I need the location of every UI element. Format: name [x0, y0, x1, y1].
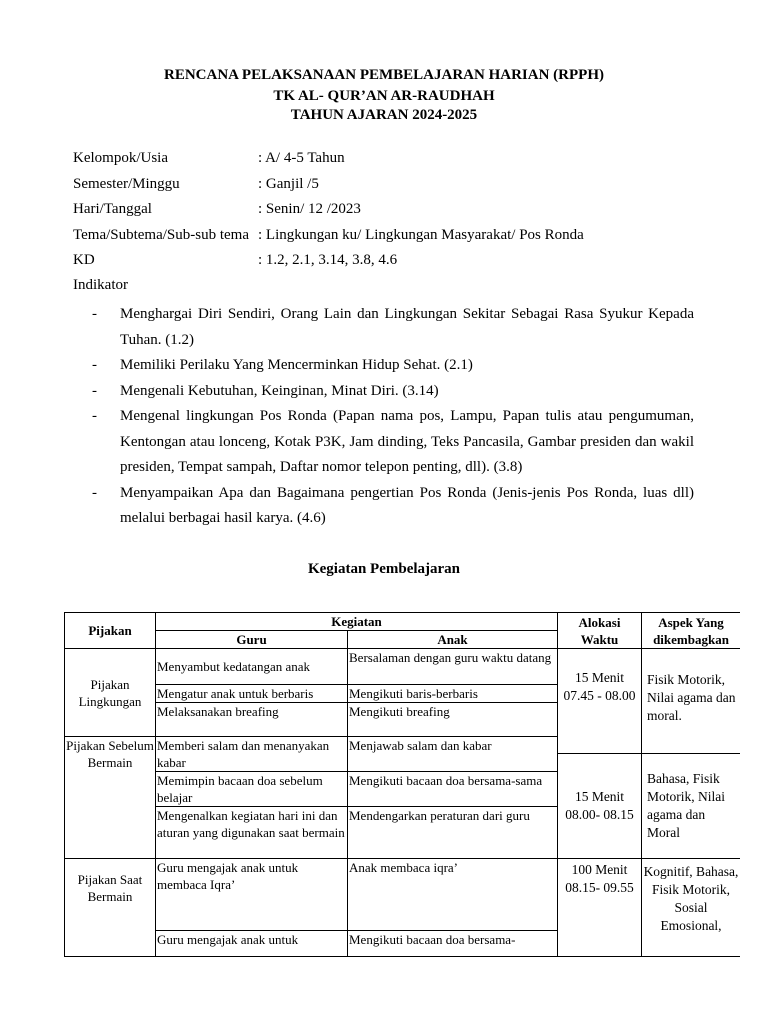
- guru-cell: Menyambut kedatangan anak: [156, 649, 348, 685]
- indikator-text: Memiliki Perilaku Yang Mencerminkan Hidup Sehat. (2.1): [120, 357, 473, 373]
- kegiatan-table: [64, 612, 740, 957]
- info-label: Hari/Tanggal: [73, 201, 152, 217]
- info-value: : Lingkungan ku/ Lingkungan Masyarakat/ Pos Ronda: [258, 227, 584, 243]
- info-value: : A/ 4-5 Tahun: [258, 150, 345, 166]
- bullet-dash: -: [92, 408, 97, 424]
- header-pijakan: Pijakan: [65, 613, 156, 649]
- waktu-cell: 15 Menit 08.00- 08.15: [558, 754, 642, 859]
- info-label: KD: [73, 252, 95, 268]
- aspek-cell: Bahasa, Fisik Motorik, Nilai agama dan Moral: [642, 754, 741, 859]
- section-title: Kegiatan Pembelajaran: [307, 561, 461, 577]
- anak-cell: Mengikuti baris-berbaris: [348, 685, 558, 703]
- indikator-item: [92, 379, 694, 405]
- info-value: : Senin/ 12 /2023: [258, 201, 361, 217]
- header-guru: Guru: [156, 631, 348, 649]
- header-aspek: Aspek Yang dikembagkan: [642, 613, 741, 649]
- waktu-cell: 100 Menit 08.15- 09.55: [558, 859, 642, 958]
- indikator-title: Indikator: [73, 277, 128, 293]
- info-label: Semester/Minggu: [73, 176, 180, 192]
- indikator-text: Menghargai Diri Sendiri, Orang Lain dan Lingkungan Sekitar Sebagai Rasa Syukur Kepada Tuhan. (1.2): [120, 306, 694, 348]
- bullet-dash: -: [92, 357, 97, 373]
- waktu-cell: 15 Menit 07.45 - 08.00: [558, 649, 642, 754]
- anak-cell: Bersalaman dengan guru waktu datang: [348, 649, 558, 685]
- info-label: Tema/Subtema/Sub-sub tema: [73, 227, 250, 243]
- anak-cell: Mengikuti breafing: [348, 703, 558, 737]
- anak-cell: Menjawab salam dan kabar: [348, 737, 558, 772]
- guru-cell: Mengatur anak untuk berbaris: [156, 685, 348, 703]
- info-value: : Ganjil /5: [258, 176, 319, 192]
- bullet-dash: -: [92, 306, 97, 322]
- guru-cell: Memimpin bacaan doa sebelum belajar: [156, 772, 348, 807]
- academic-year: TAHUN AJARAN 2024-2025: [290, 107, 478, 123]
- school-name: TK AL- QUR’AN AR-RAUDHAH: [273, 88, 495, 104]
- bullet-dash: -: [92, 382, 97, 399]
- kegiatan-table-wrap: [64, 612, 740, 957]
- indikator-item: [92, 353, 694, 379]
- header-alokasi: Alokasi Waktu: [558, 613, 642, 649]
- indikator-text: Menyampaikan Apa dan Bagaimana pengertian Pos Ronda (Jenis-jenis Pos Ronda, luas dll) melalui berbagai hasil karya. (4.6): [120, 484, 694, 526]
- info-label: Kelompok/Usia: [73, 150, 168, 166]
- anak-cell: Mengikuti bacaan doa bersama-sama: [348, 772, 558, 807]
- anak-cell: Mengikuti bacaan doa bersama-: [348, 931, 558, 958]
- aspek-cell: Fisik Motorik, Nilai agama dan moral.: [642, 649, 741, 754]
- group-sebelum: Pijakan Sebelum Bermain: [65, 737, 156, 859]
- guru-cell: Guru mengajak anak untuk: [156, 931, 348, 958]
- guru-cell: Guru mengajak anak untuk membaca Iqra’: [156, 859, 348, 931]
- indikator-item: [92, 481, 694, 532]
- guru-cell: Melaksanakan breafing: [156, 703, 348, 737]
- info-value: : 1.2, 2.1, 3.14, 3.8, 4.6: [258, 252, 398, 268]
- indikator-item: [92, 302, 694, 353]
- anak-cell: Mendengarkan peraturan dari guru: [348, 807, 558, 859]
- guru-cell: Memberi salam dan menanyakan kabar: [156, 737, 348, 772]
- aspek-cell: Kognitif, Bahasa, Fisik Motorik, Sosial Emosional,: [642, 859, 741, 958]
- indikator-item: [92, 404, 694, 481]
- group-lingkungan: Pijakan Lingkungan: [65, 649, 156, 737]
- header-kegiatan: Kegiatan: [156, 613, 558, 631]
- anak-cell: Anak membaca iqra’: [348, 859, 558, 931]
- header-anak: Anak: [348, 631, 558, 649]
- indikator-list: [92, 302, 694, 532]
- guru-cell: Mengenalkan kegiatan hari ini dan aturan yang digunakan saat bermain: [156, 807, 348, 859]
- indikator-text: Mengenali Kebutuhan, Keinginan, Minat Diri. (3.14): [120, 382, 439, 399]
- group-saat: Pijakan Saat Bermain: [65, 859, 156, 958]
- indikator-text: Mengenal lingkungan Pos Ronda (Papan nama pos, Lampu, Papan tulis atau pengumuman, Kentongan atau lonceng, Kotak P3K, Jam dinding, Teks Pancasila, Gambar presiden dan wakil presiden, Tempat sampah, Daftar nomor telepon penting, dll). (3.8): [120, 408, 694, 475]
- bullet-dash: -: [92, 484, 97, 501]
- document-title: RENCANA PELAKSANAAN PEMBELAJARAN HARIAN (RPPH): [163, 67, 604, 83]
